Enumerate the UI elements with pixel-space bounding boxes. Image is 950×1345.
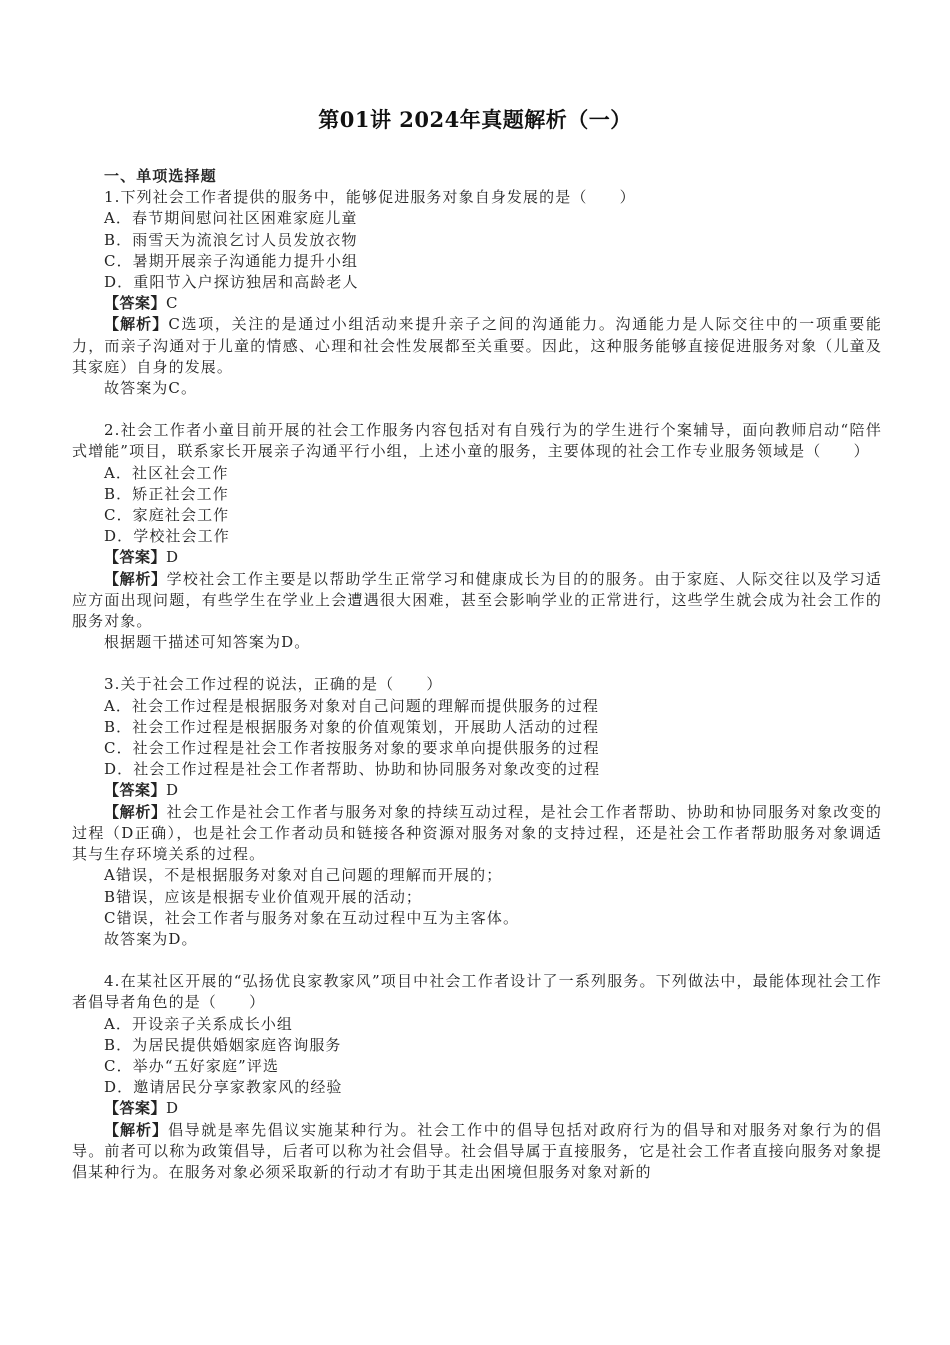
analysis-text: C选项，关注的是通过小组活动来提升亲子之间的沟通能力。沟通能力是人际交往中的一项重要能力，而亲子沟通对于儿童的情感、心理和社会性发展都至关重要。因此，这种服务能够直接促进服务对象（儿童及其家庭）自身的发展。 bbox=[72, 315, 882, 376]
option-b: B．矫正社会工作 bbox=[104, 484, 229, 503]
page-title: 第01讲 2024年真题解析（一） bbox=[318, 107, 632, 132]
option-a: A．社会工作过程是根据服务对象对自己问题的理解而提供服务的过程 bbox=[104, 696, 599, 715]
question-stem: 1.下列社会工作者提供的服务中，能够促进服务对象自身发展的是（ ） bbox=[104, 188, 636, 207]
option-c: C．家庭社会工作 bbox=[104, 506, 230, 525]
option-a: A．社区社会工作 bbox=[104, 463, 229, 482]
analysis-tag: 【解析】 bbox=[104, 315, 169, 334]
note-line: A错误，不是根据服务对象对自己问题的理解而开展的； bbox=[104, 866, 503, 885]
note-line: 故答案为D。 bbox=[104, 929, 198, 948]
question-2 bbox=[72, 420, 882, 653]
option-d: D．邀请居民分享家教家风的经验 bbox=[104, 1078, 343, 1097]
analysis-paragraph bbox=[72, 314, 882, 378]
analysis-paragraph bbox=[72, 1120, 882, 1184]
answer-value: C bbox=[166, 294, 179, 313]
answer-value: D bbox=[166, 548, 180, 567]
answer-line bbox=[72, 780, 882, 801]
answer-tag: 【答案】 bbox=[104, 1099, 167, 1118]
answer-tag: 【答案】 bbox=[104, 294, 167, 313]
option-c: C．社会工作过程是社会工作者按服务对象的要求单向提供服务的过程 bbox=[104, 739, 600, 758]
question-stem: 3.关于社会工作过程的说法，正确的是（ ） bbox=[104, 675, 443, 694]
question-4 bbox=[72, 971, 882, 1183]
option-a: A．春节期间慰问社区困难家庭儿童 bbox=[104, 209, 358, 228]
note-line: C错误，社会工作者与服务对象在互动过程中互为主客体。 bbox=[104, 908, 520, 927]
answer-value: D bbox=[166, 781, 180, 800]
note-line: B错误，应该是根据专业价值观开展的活动； bbox=[104, 887, 423, 906]
analysis-tag: 【解析】 bbox=[104, 802, 167, 821]
option-c: C．暑期开展亲子沟通能力提升小组 bbox=[104, 251, 359, 270]
document-body bbox=[72, 166, 882, 1183]
option-d: D．社会工作过程是社会工作者帮助、协助和协同服务对象改变的过程 bbox=[104, 760, 601, 779]
analysis-text: 倡导就是率先倡议实施某种行为。社会工作中的倡导包括对政府行为的倡导和对服务对象行为的倡导。前者可以称为政策倡导，后者可以称为社会倡导。社会倡导属于直接服务，它是社会工作者直接向服务对象提倡某种行为。在服务对象必须采取新的行动才有助于其走出困境但服务对象对新的 bbox=[72, 1120, 882, 1181]
answer-tag: 【答案】 bbox=[104, 548, 167, 567]
answer-line bbox=[72, 1098, 882, 1119]
question-stem: 2.社会工作者小童目前开展的社会工作服务内容包括对有自残行为的学生进行个案辅导，面向教师启动“陪伴式增能”项目，联系家长开展亲子沟通平行小组，上述小童的服务，主要体现的社会工作专业服务领域是（ ） bbox=[72, 421, 882, 461]
question-3 bbox=[72, 674, 882, 950]
analysis-tag: 【解析】 bbox=[104, 569, 167, 588]
question-stem: 4.在某社区开展的“弘扬优良家教家风”项目中社会工作者设计了一系列服务。下列做法中，最能体现社会工作者倡导者角色的是（ ） bbox=[72, 972, 882, 1012]
analysis-paragraph bbox=[72, 569, 882, 633]
option-c: C．举办“五好家庭”评选 bbox=[104, 1056, 280, 1075]
option-d: D．重阳节入户探访独居和高龄老人 bbox=[104, 273, 359, 292]
note-line: 故答案为C。 bbox=[104, 379, 198, 398]
option-b: B．社会工作过程是根据服务对象的价值观策划，开展助人活动的过程 bbox=[104, 717, 600, 736]
option-b: B．雨雪天为流浪乞讨人员发放衣物 bbox=[104, 230, 358, 249]
option-b: B．为居民提供婚姻家庭咨询服务 bbox=[104, 1035, 342, 1054]
option-a: A．开设亲子关系成长小组 bbox=[104, 1014, 294, 1033]
analysis-tag: 【解析】 bbox=[104, 1120, 169, 1139]
analysis-paragraph bbox=[72, 802, 882, 866]
answer-tag: 【答案】 bbox=[104, 781, 167, 800]
analysis-text: 社会工作是社会工作者与服务对象的持续互动过程，是社会工作者帮助、协助和协同服务对象改变的过程（D正确），也是社会工作者动员和链接各种资源对服务对象的支持过程，还是社会工作者帮助服务对象调适其与生存环境关系的过程。 bbox=[72, 802, 882, 864]
note-line: 根据题干描述可知答案为D。 bbox=[104, 633, 311, 652]
question-1 bbox=[72, 187, 882, 399]
answer-value: D bbox=[166, 1099, 180, 1118]
section-heading: 一、单项选择题 bbox=[104, 167, 217, 185]
option-d: D．学校社会工作 bbox=[104, 527, 230, 546]
answer-line bbox=[72, 547, 882, 568]
answer-line bbox=[72, 293, 882, 314]
analysis-text: 学校社会工作主要是以帮助学生正常学习和健康成长为目的的服务。由于家庭、人际交往以及学习适应方面出现问题，有些学生在学业上会遭遇很大困难，甚至会影响学业的正常进行，这些学生就会成为社会工作的服务对象。 bbox=[72, 569, 882, 631]
